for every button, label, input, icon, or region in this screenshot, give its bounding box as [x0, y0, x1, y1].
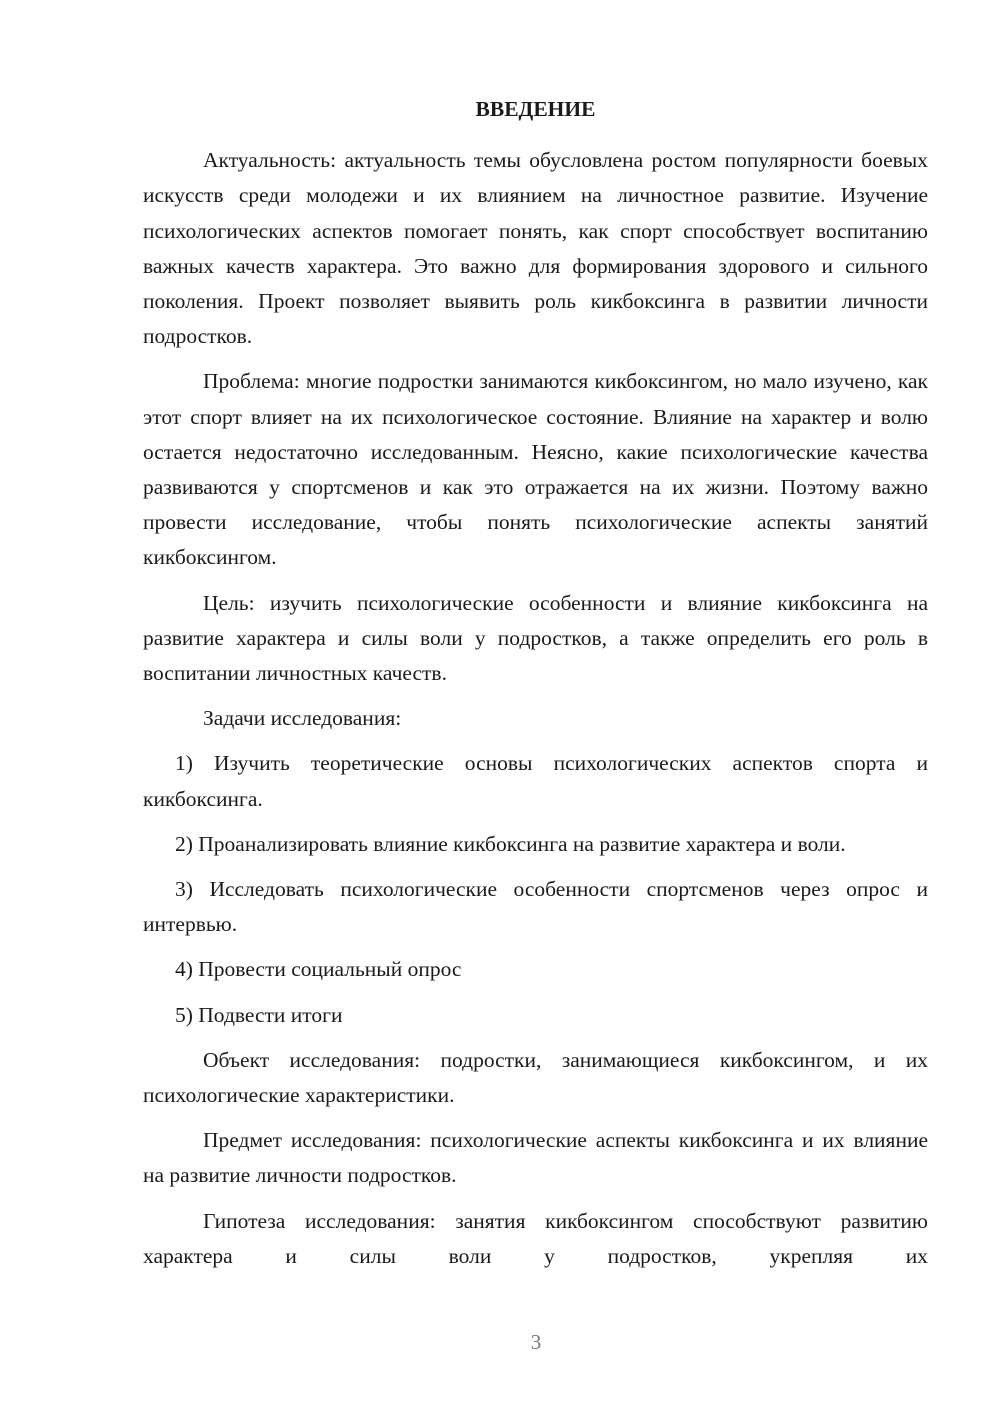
paragraph-problem: Проблема: многие подростки занимаются кикбоксингом, но мало изучено, как этот спорт влияет на их психологическое состояние. Влияние на характер и волю остается недостаточно исследованным. Неясно, какие психологические качества развиваются у спортсменов и как это отражается на их жизни. Поэтому важно провести исследование, чтобы понять психологические аспекты занятий кикбоксингом.: [143, 369, 928, 570]
page-title: ВВЕДЕНИЕ: [475, 97, 596, 121]
paragraph-relevance: Актуальность: актуальность темы обусловлена ростом популярности боевых искусств среди молодежи и их влиянием на личностное развитие. Изучение психологических аспектов помогает понять, как спорт способствует воспитанию важных качеств характера. Это важно для формирования здорового и сильного поколения. Проект позволяет выявить роль кикбоксинга в развитии личности подростков.: [143, 148, 928, 349]
task-item-5: 5) Подвести итоги: [175, 1002, 343, 1027]
paragraph-hypothesis: Гипотеза исследования: занятия кикбоксингом способствуют развитию характера и силы воли у подростков, укрепляя их: [143, 1208, 928, 1268]
task-item-3: 3) Исследовать психологические особенности спортсменов через опрос и интервью.: [143, 877, 928, 937]
paragraph-object: Объект исследования: подростки, занимающиеся кикбоксингом, и их психологические характеристики.: [143, 1047, 928, 1108]
paragraph-goal: Цель: изучить психологические особенности и влияние кикбоксинга на развитие характера и силы воли у подростков, а также определить его роль в воспитании личностных качеств.: [143, 590, 928, 686]
task-item-1: 1) Изучить теоретические основы психологических аспектов спорта и кикбоксинга.: [143, 751, 928, 811]
task-item-2: 2) Проанализировать влияние кикбоксинга на развитие характера и воли.: [175, 831, 846, 856]
paragraph-tasks-heading: Задачи исследования:: [203, 706, 402, 731]
page-number: 3: [530, 1330, 542, 1354]
document-page: [143, 92, 928, 1284]
paragraph-subject: Предмет исследования: психологические аспекты кикбоксинга и их влияние на развитие личности подростков.: [143, 1128, 928, 1188]
task-item-4: 4) Провести социальный опрос: [175, 957, 462, 982]
